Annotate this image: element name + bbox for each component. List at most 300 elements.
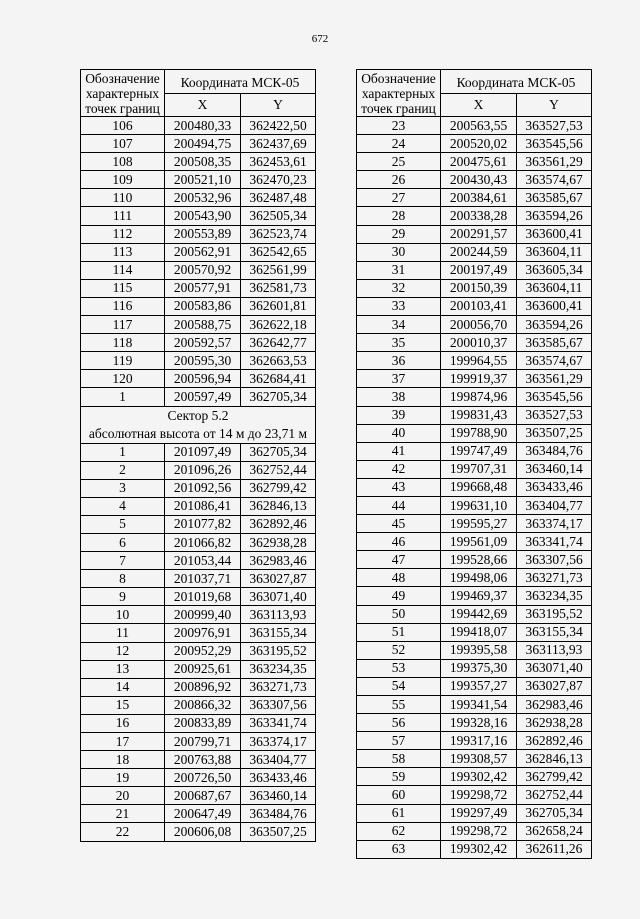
- point-id-cell: 111: [81, 207, 165, 225]
- table-row: [357, 207, 592, 225]
- point-id-cell: 120: [81, 370, 165, 388]
- table-row: [357, 478, 592, 496]
- x-coord-cell: 200687,67: [165, 787, 241, 805]
- left-rows-a: [81, 117, 316, 407]
- y-coord-cell: 363484,76: [517, 442, 592, 460]
- y-coord-cell: 362684,41: [241, 370, 316, 388]
- y-coord-cell: 362705,34: [241, 388, 316, 406]
- point-id-cell: 3: [81, 479, 165, 497]
- table-row: [81, 678, 316, 696]
- x-coord-cell: 200520,02: [441, 135, 517, 153]
- table-row: [81, 243, 316, 261]
- point-id-cell: 6: [81, 533, 165, 551]
- y-coord-cell: 362663,53: [241, 352, 316, 370]
- x-coord-cell: 200338,28: [441, 207, 517, 225]
- x-coord-cell: 200763,88: [165, 751, 241, 769]
- y-coord-cell: 363460,14: [517, 460, 592, 478]
- y-coord-cell: 362642,77: [241, 334, 316, 352]
- table-row: [81, 479, 316, 497]
- point-id-cell: 20: [81, 787, 165, 805]
- x-coord-cell: 199874,96: [441, 388, 517, 406]
- y-coord-cell: 363113,93: [241, 606, 316, 624]
- y-coord-cell: 362983,46: [241, 552, 316, 570]
- table-row: [357, 551, 592, 569]
- y-coord-cell: 363600,41: [517, 297, 592, 315]
- point-id-cell: 48: [357, 569, 441, 587]
- y-coord-cell: 362846,13: [517, 750, 592, 768]
- y-coord-cell: 362581,73: [241, 279, 316, 297]
- x-coord-cell: 199418,07: [441, 623, 517, 641]
- point-id-cell: 32: [357, 279, 441, 297]
- y-coord-cell: 363234,35: [517, 587, 592, 605]
- point-id-cell: 24: [357, 135, 441, 153]
- point-id-cell: 109: [81, 171, 165, 189]
- x-coord-cell: 200103,41: [441, 297, 517, 315]
- x-coord-cell: 199357,27: [441, 677, 517, 695]
- x-coord-cell: 200976,91: [165, 624, 241, 642]
- x-coord-cell: 200999,40: [165, 606, 241, 624]
- table-row: [81, 334, 316, 352]
- x-coord-cell: 200866,32: [165, 696, 241, 714]
- sector-row: [81, 406, 316, 443]
- y-coord-cell: 363433,46: [517, 478, 592, 496]
- x-coord-cell: 201077,82: [165, 515, 241, 533]
- table-row: [81, 316, 316, 334]
- point-id-cell: 33: [357, 297, 441, 315]
- point-id-cell: 45: [357, 515, 441, 533]
- y-coord-cell: 362983,46: [517, 696, 592, 714]
- point-id-cell: 106: [81, 117, 165, 135]
- x-coord-cell: 199668,48: [441, 478, 517, 496]
- point-id-cell: 16: [81, 714, 165, 732]
- x-coord-cell: 199788,90: [441, 424, 517, 442]
- point-id-cell: 2: [81, 461, 165, 479]
- point-id-cell: 59: [357, 768, 441, 786]
- point-id-cell: 29: [357, 225, 441, 243]
- point-id-cell: 36: [357, 352, 441, 370]
- table-row: [81, 207, 316, 225]
- point-id-cell: 1: [81, 443, 165, 461]
- header-x-label: X: [165, 94, 241, 117]
- y-coord-cell: 362523,74: [241, 225, 316, 243]
- table-row: [357, 659, 592, 677]
- x-coord-cell: 200562,91: [165, 243, 241, 261]
- x-coord-cell: 200952,29: [165, 642, 241, 660]
- point-id-cell: 44: [357, 496, 441, 514]
- y-coord-cell: 362938,28: [517, 714, 592, 732]
- x-coord-cell: 200563,55: [441, 117, 517, 135]
- table-row: [81, 714, 316, 732]
- point-id-cell: 58: [357, 750, 441, 768]
- point-id-cell: 12: [81, 642, 165, 660]
- y-coord-cell: 363307,56: [241, 696, 316, 714]
- point-id-cell: 116: [81, 297, 165, 315]
- table-row: [357, 370, 592, 388]
- table-row: [357, 388, 592, 406]
- x-coord-cell: 200521,10: [165, 171, 241, 189]
- table-row: [81, 497, 316, 515]
- coordinates-table-left: [80, 69, 316, 842]
- x-coord-cell: 200726,50: [165, 769, 241, 787]
- point-id-cell: 52: [357, 641, 441, 659]
- y-coord-cell: 363460,14: [241, 787, 316, 805]
- sector-title: Сектор 5.2: [167, 407, 229, 423]
- table-row: [81, 225, 316, 243]
- y-coord-cell: 363600,41: [517, 225, 592, 243]
- y-coord-cell: 363155,34: [241, 624, 316, 642]
- table-row: [81, 515, 316, 533]
- y-coord-cell: 362799,42: [517, 768, 592, 786]
- point-id-cell: 117: [81, 316, 165, 334]
- y-coord-cell: 363604,11: [517, 279, 592, 297]
- y-coord-cell: 362658,24: [517, 822, 592, 840]
- table-row: [357, 605, 592, 623]
- y-coord-cell: 362892,46: [517, 732, 592, 750]
- point-id-cell: 9: [81, 588, 165, 606]
- point-id-cell: 15: [81, 696, 165, 714]
- point-id-cell: 61: [357, 804, 441, 822]
- point-id-cell: 42: [357, 460, 441, 478]
- point-id-cell: 10: [81, 606, 165, 624]
- table-row: [357, 840, 592, 858]
- table-row: [81, 297, 316, 315]
- x-coord-cell: 199341,54: [441, 696, 517, 714]
- x-coord-cell: 201086,41: [165, 497, 241, 515]
- y-coord-cell: 362938,28: [241, 533, 316, 551]
- point-id-cell: 60: [357, 786, 441, 804]
- x-coord-cell: 200494,75: [165, 135, 241, 153]
- point-id-cell: 14: [81, 678, 165, 696]
- point-id-cell: 34: [357, 316, 441, 334]
- x-coord-cell: 199375,30: [441, 659, 517, 677]
- x-coord-cell: 200596,94: [165, 370, 241, 388]
- point-id-cell: 47: [357, 551, 441, 569]
- y-coord-cell: 363605,34: [517, 261, 592, 279]
- x-coord-cell: 199919,37: [441, 370, 517, 388]
- table-row: [357, 243, 592, 261]
- point-id-cell: 21: [81, 805, 165, 823]
- sector-subtitle: абсолютная высота от 14 м до 23,71 м: [88, 425, 308, 441]
- x-coord-cell: 200056,70: [441, 316, 517, 334]
- y-coord-cell: 362611,26: [517, 840, 592, 858]
- table-row: [357, 424, 592, 442]
- table-row: [81, 660, 316, 678]
- coordinates-table-right: [356, 69, 592, 859]
- table-row: [81, 370, 316, 388]
- x-coord-cell: 200291,57: [441, 225, 517, 243]
- table-row: [81, 696, 316, 714]
- point-id-cell: 57: [357, 732, 441, 750]
- y-coord-cell: 362622,18: [241, 316, 316, 334]
- x-coord-cell: 200833,89: [165, 714, 241, 732]
- x-coord-cell: 200570,92: [165, 261, 241, 279]
- y-coord-cell: 362846,13: [241, 497, 316, 515]
- x-coord-cell: 199317,16: [441, 732, 517, 750]
- point-id-cell: 51: [357, 623, 441, 641]
- x-coord-cell: 199395,58: [441, 641, 517, 659]
- point-id-cell: 113: [81, 243, 165, 261]
- x-coord-cell: 200532,96: [165, 189, 241, 207]
- table-row: [357, 696, 592, 714]
- y-coord-cell: 363155,34: [517, 623, 592, 641]
- point-id-cell: 112: [81, 225, 165, 243]
- y-coord-cell: 362422,50: [241, 117, 316, 135]
- point-id-cell: 119: [81, 352, 165, 370]
- table-row: [357, 569, 592, 587]
- table-row: [357, 297, 592, 315]
- y-coord-cell: 363561,29: [517, 153, 592, 171]
- point-id-cell: 46: [357, 533, 441, 551]
- x-coord-cell: 199302,42: [441, 840, 517, 858]
- x-coord-cell: 199302,42: [441, 768, 517, 786]
- y-coord-cell: 362561,99: [241, 261, 316, 279]
- point-id-cell: 18: [81, 751, 165, 769]
- table-row: [81, 171, 316, 189]
- point-id-cell: 41: [357, 442, 441, 460]
- point-id-cell: 4: [81, 497, 165, 515]
- x-coord-cell: 200925,61: [165, 660, 241, 678]
- y-coord-cell: 363271,73: [241, 678, 316, 696]
- table-row: [357, 316, 592, 334]
- y-coord-cell: 363585,67: [517, 189, 592, 207]
- point-id-cell: 107: [81, 135, 165, 153]
- y-coord-cell: 363585,67: [517, 334, 592, 352]
- x-coord-cell: 201037,71: [165, 570, 241, 588]
- table-row: [81, 570, 316, 588]
- point-id-cell: 23: [357, 117, 441, 135]
- table-row: [81, 388, 316, 406]
- table-row: [81, 153, 316, 171]
- x-coord-cell: 199964,55: [441, 352, 517, 370]
- point-id-cell: 56: [357, 714, 441, 732]
- x-coord-cell: 199595,27: [441, 515, 517, 533]
- table-row: [357, 750, 592, 768]
- table-row: [357, 533, 592, 551]
- table-row: [357, 225, 592, 243]
- table-row: [357, 153, 592, 171]
- y-coord-cell: 363545,56: [517, 388, 592, 406]
- y-coord-cell: 363374,17: [241, 733, 316, 751]
- x-coord-cell: 199747,49: [441, 442, 517, 460]
- y-coord-cell: 362752,44: [517, 786, 592, 804]
- x-coord-cell: 199298,72: [441, 786, 517, 804]
- table-row: [81, 642, 316, 660]
- point-id-cell: 38: [357, 388, 441, 406]
- page-number: 672: [311, 33, 329, 45]
- point-id-cell: 54: [357, 677, 441, 695]
- y-coord-cell: 363507,25: [517, 424, 592, 442]
- x-coord-cell: 199561,09: [441, 533, 517, 551]
- table-row: [81, 588, 316, 606]
- x-coord-cell: 200553,89: [165, 225, 241, 243]
- table-row: [357, 261, 592, 279]
- y-coord-cell: 363027,87: [517, 677, 592, 695]
- x-coord-cell: 200244,59: [441, 243, 517, 261]
- x-coord-cell: 201066,82: [165, 533, 241, 551]
- y-coord-cell: 362601,81: [241, 297, 316, 315]
- header-coord-label: Координата МСК-05: [441, 70, 592, 94]
- point-id-cell: 19: [81, 769, 165, 787]
- table-row: [357, 822, 592, 840]
- header-point-label: Обозначение характерных точек границ: [357, 70, 441, 117]
- y-coord-cell: 363404,77: [517, 496, 592, 514]
- x-coord-cell: 200150,39: [441, 279, 517, 297]
- table-row: [81, 443, 316, 461]
- x-coord-cell: 200508,35: [165, 153, 241, 171]
- point-id-cell: 115: [81, 279, 165, 297]
- table-row: [81, 279, 316, 297]
- point-id-cell: 118: [81, 334, 165, 352]
- y-coord-cell: 363234,35: [241, 660, 316, 678]
- y-coord-cell: 363195,52: [241, 642, 316, 660]
- x-coord-cell: 199498,06: [441, 569, 517, 587]
- y-coord-cell: 363195,52: [517, 605, 592, 623]
- point-id-cell: 63: [357, 840, 441, 858]
- point-id-cell: 55: [357, 696, 441, 714]
- table-row: [81, 751, 316, 769]
- x-coord-cell: 199831,43: [441, 406, 517, 424]
- right-rows: [357, 117, 592, 859]
- x-coord-cell: 201019,68: [165, 588, 241, 606]
- table-row: [357, 786, 592, 804]
- point-id-cell: 39: [357, 406, 441, 424]
- x-coord-cell: 200595,30: [165, 352, 241, 370]
- table-row: [81, 769, 316, 787]
- x-coord-cell: 200384,61: [441, 189, 517, 207]
- y-coord-cell: 363527,53: [517, 117, 592, 135]
- point-id-cell: 37: [357, 370, 441, 388]
- y-coord-cell: 363027,87: [241, 570, 316, 588]
- table-row: [357, 714, 592, 732]
- point-id-cell: 1: [81, 388, 165, 406]
- x-coord-cell: 199631,10: [441, 496, 517, 514]
- table-row: [357, 117, 592, 135]
- point-id-cell: 53: [357, 659, 441, 677]
- point-id-cell: 35: [357, 334, 441, 352]
- table-row: [357, 804, 592, 822]
- y-coord-cell: 362892,46: [241, 515, 316, 533]
- y-coord-cell: 363545,56: [517, 135, 592, 153]
- x-coord-cell: 200010,37: [441, 334, 517, 352]
- x-coord-cell: 200588,75: [165, 316, 241, 334]
- table-row: [357, 587, 592, 605]
- y-coord-cell: 363307,56: [517, 551, 592, 569]
- y-coord-cell: 362505,34: [241, 207, 316, 225]
- y-coord-cell: 362705,34: [241, 443, 316, 461]
- header-y-label: Y: [517, 94, 592, 117]
- point-id-cell: 31: [357, 261, 441, 279]
- table-row: [81, 189, 316, 207]
- x-coord-cell: 200597,49: [165, 388, 241, 406]
- y-coord-cell: 363341,74: [241, 714, 316, 732]
- y-coord-cell: 362487,48: [241, 189, 316, 207]
- point-id-cell: 30: [357, 243, 441, 261]
- y-coord-cell: 363071,40: [241, 588, 316, 606]
- point-id-cell: 5: [81, 515, 165, 533]
- table-row: [357, 768, 592, 786]
- y-coord-cell: 362437,69: [241, 135, 316, 153]
- table-row: [81, 533, 316, 551]
- point-id-cell: 50: [357, 605, 441, 623]
- table-row: [357, 623, 592, 641]
- y-coord-cell: 363574,67: [517, 171, 592, 189]
- table-row: [357, 352, 592, 370]
- y-coord-cell: 363507,25: [241, 823, 316, 841]
- table-row: [357, 732, 592, 750]
- point-id-cell: 49: [357, 587, 441, 605]
- point-id-cell: 40: [357, 424, 441, 442]
- table-row: [81, 624, 316, 642]
- table-row: [81, 261, 316, 279]
- x-coord-cell: 199442,69: [441, 605, 517, 623]
- y-coord-cell: 363433,46: [241, 769, 316, 787]
- table-row: [357, 515, 592, 533]
- table-row: [357, 677, 592, 695]
- point-id-cell: 26: [357, 171, 441, 189]
- y-coord-cell: 363574,67: [517, 352, 592, 370]
- x-coord-cell: 199528,66: [441, 551, 517, 569]
- x-coord-cell: 200592,57: [165, 334, 241, 352]
- point-id-cell: 7: [81, 552, 165, 570]
- x-coord-cell: 200647,49: [165, 805, 241, 823]
- table-row: [81, 135, 316, 153]
- x-coord-cell: 201097,49: [165, 443, 241, 461]
- table-row: [357, 189, 592, 207]
- table-row: [81, 552, 316, 570]
- point-id-cell: 114: [81, 261, 165, 279]
- y-coord-cell: 363484,76: [241, 805, 316, 823]
- point-id-cell: 13: [81, 660, 165, 678]
- table-row: [357, 334, 592, 352]
- x-coord-cell: 200543,90: [165, 207, 241, 225]
- header-x-label: X: [441, 94, 517, 117]
- y-coord-cell: 362453,61: [241, 153, 316, 171]
- y-coord-cell: 362752,44: [241, 461, 316, 479]
- left-rows-b: [81, 443, 316, 841]
- y-coord-cell: 362542,65: [241, 243, 316, 261]
- x-coord-cell: 200577,91: [165, 279, 241, 297]
- table-row: [357, 279, 592, 297]
- y-coord-cell: 363404,77: [241, 751, 316, 769]
- table-row: [357, 496, 592, 514]
- point-id-cell: 8: [81, 570, 165, 588]
- sector-heading: [81, 406, 316, 443]
- table-row: [357, 641, 592, 659]
- point-id-cell: 110: [81, 189, 165, 207]
- table-row: [357, 406, 592, 424]
- table-row: [81, 805, 316, 823]
- point-id-cell: 22: [81, 823, 165, 841]
- x-coord-cell: 200197,49: [441, 261, 517, 279]
- point-id-cell: 27: [357, 189, 441, 207]
- point-id-cell: 11: [81, 624, 165, 642]
- table-row: [81, 733, 316, 751]
- y-coord-cell: 363594,26: [517, 316, 592, 334]
- x-coord-cell: 200430,43: [441, 171, 517, 189]
- y-coord-cell: 363271,73: [517, 569, 592, 587]
- y-coord-cell: 362705,34: [517, 804, 592, 822]
- point-id-cell: 28: [357, 207, 441, 225]
- y-coord-cell: 363604,11: [517, 243, 592, 261]
- table-row: [357, 171, 592, 189]
- y-coord-cell: 363113,93: [517, 641, 592, 659]
- table-row: [81, 117, 316, 135]
- header-coord-label: Координата МСК-05: [165, 70, 316, 94]
- y-coord-cell: 363071,40: [517, 659, 592, 677]
- y-coord-cell: 362799,42: [241, 479, 316, 497]
- header-point-label: Обозначение характерных точек границ: [81, 70, 165, 117]
- x-coord-cell: 199469,37: [441, 587, 517, 605]
